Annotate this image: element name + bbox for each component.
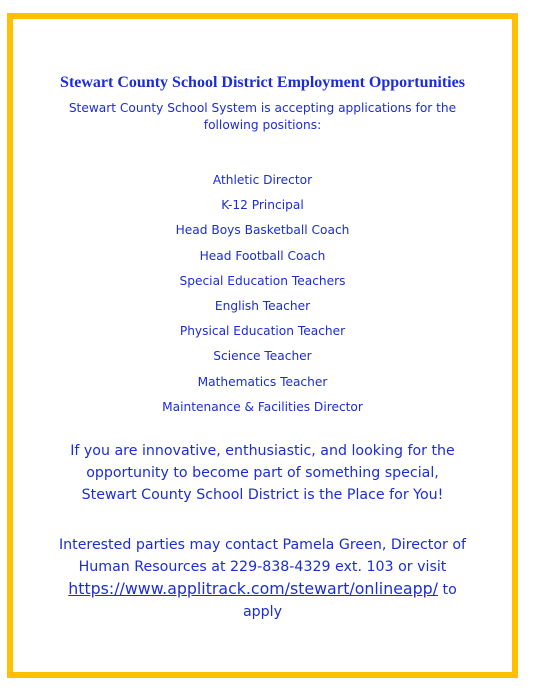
application-link[interactable]: https://www.applitrack.com/stewart/onlineapp/ xyxy=(68,579,438,598)
contact-text: Interested parties may contact Pamela Green, Director of Human Resources at 229-838-4329 ext. 103 or visit xyxy=(58,537,467,575)
position-item: K-12 Principal xyxy=(221,198,304,213)
position-item: Maintenance & Facilities Director xyxy=(162,399,363,414)
contact-text-end: to apply xyxy=(242,582,457,620)
positions-list xyxy=(13,168,512,420)
position-item: Mathematics Teacher xyxy=(197,374,328,389)
position-item: Head Football Coach xyxy=(199,248,326,263)
position-item: Science Teacher xyxy=(213,349,312,364)
position-item: English Teacher xyxy=(214,299,311,314)
intro-text: Stewart County School System is accepting applications for the following positions: xyxy=(68,101,457,132)
position-item: Special Education Teachers xyxy=(179,273,346,288)
contact-paragraph xyxy=(57,534,468,623)
position-item: Head Boys Basketball Coach xyxy=(175,223,350,238)
position-item: Physical Education Teacher xyxy=(179,324,346,339)
position-item: Athletic Director xyxy=(212,173,313,187)
pitch-text: If you are innovative, enthusiastic, and looking for the opportunity to become part of something special, Stewart County School District is the Place for You! xyxy=(70,443,455,503)
flyer-frame xyxy=(7,13,518,678)
page-title: Stewart County School District Employment Opportunities xyxy=(60,74,465,91)
